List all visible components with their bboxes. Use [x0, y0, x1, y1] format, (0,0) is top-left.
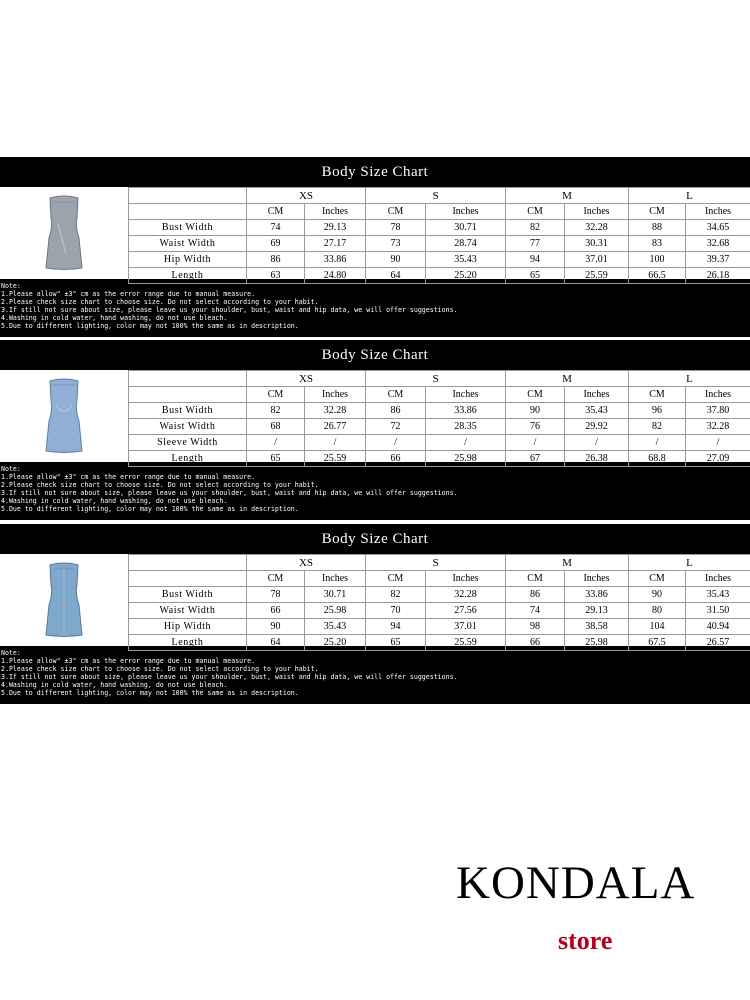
note-line: 4.Washing in cold water, hand washing, do not use bleach. — [1, 681, 228, 690]
row-label: Waist Width — [129, 236, 247, 252]
value-cell: 30.71 — [426, 220, 506, 236]
value-cell: 78 — [247, 587, 305, 603]
value-cell: 37.80 — [686, 403, 750, 419]
size-header-l: L — [629, 371, 750, 387]
note-heading: Note: — [1, 465, 21, 473]
chart-body — [0, 554, 750, 646]
value-cell: 27.56 — [426, 603, 506, 619]
value-cell: 86 — [506, 587, 565, 603]
row-label: Bust Width — [129, 220, 247, 236]
value-cell: 27.17 — [305, 236, 366, 252]
unit-cell: CM — [506, 571, 565, 587]
row-label: Hip Width — [129, 252, 247, 268]
value-cell: / — [247, 435, 305, 451]
chart-body — [0, 187, 750, 279]
value-cell: 35.43 — [686, 587, 750, 603]
value-cell: 26.18 — [686, 268, 750, 284]
size-header-m: M — [506, 188, 629, 204]
notes-panel — [0, 279, 750, 337]
note-line: 5.Due to different lighting, color may not 100% the same as in description. — [1, 689, 299, 698]
unit-cell: CM — [506, 387, 565, 403]
note-line: 2.Please check size chart to choose size. Do not select according to your habit. — [1, 298, 319, 307]
size-header-xs: XS — [247, 188, 366, 204]
table-row — [129, 419, 750, 435]
value-cell: 32.28 — [565, 220, 629, 236]
value-cell: 31.50 — [686, 603, 750, 619]
corner-cell — [129, 555, 247, 571]
value-cell: 35.43 — [426, 252, 506, 268]
table-row — [129, 603, 750, 619]
row-label: Length — [129, 451, 247, 467]
value-cell: / — [366, 435, 426, 451]
note-line: 3.If still not sure about size, please leave us your shoulder, bust, waist and hip data, we will offer suggestions. — [1, 489, 458, 498]
value-cell: 25.59 — [305, 451, 366, 467]
note-line: 2.Please check size chart to choose size. Do not select according to your habit. — [1, 481, 319, 490]
table-row — [129, 236, 750, 252]
table-row — [129, 435, 750, 451]
dress-image — [0, 370, 128, 462]
value-cell: 25.98 — [426, 451, 506, 467]
value-cell: 25.59 — [565, 268, 629, 284]
value-cell: 66 — [366, 451, 426, 467]
value-cell: 96 — [629, 403, 686, 419]
corner-cell — [129, 387, 247, 403]
value-cell: 68.8 — [629, 451, 686, 467]
note-heading: Note: — [1, 649, 21, 657]
value-cell: 77 — [506, 236, 565, 252]
note-line: 5.Due to different lighting, color may not 100% the same as in description. — [1, 505, 299, 514]
value-cell: 94 — [366, 619, 426, 635]
notes-panel — [0, 462, 750, 520]
size-table — [128, 554, 750, 651]
unit-cell: CM — [366, 387, 426, 403]
table-row — [129, 635, 750, 651]
value-cell: 82 — [629, 419, 686, 435]
size-chart-2 — [0, 340, 750, 520]
corner-cell — [129, 204, 247, 220]
note-line: 4.Washing in cold water, hand washing, do not use bleach. — [1, 314, 228, 323]
strapless-dress-icon — [44, 377, 84, 455]
row-label: Bust Width — [129, 587, 247, 603]
value-cell: 25.59 — [426, 635, 506, 651]
row-label: Waist Width — [129, 603, 247, 619]
unit-cell: CM — [247, 204, 305, 220]
value-cell: 28.74 — [426, 236, 506, 252]
size-table — [128, 370, 750, 467]
value-cell: 32.28 — [305, 403, 366, 419]
value-cell: / — [686, 435, 750, 451]
value-cell: 66 — [506, 635, 565, 651]
value-cell: 90 — [629, 587, 686, 603]
chart-title: Body Size Chart — [0, 157, 750, 187]
size-header-s: S — [366, 555, 506, 571]
strapless-dress-icon — [44, 194, 84, 272]
value-cell: / — [506, 435, 565, 451]
size-table — [128, 187, 750, 284]
value-cell: 64 — [247, 635, 305, 651]
value-cell: 37.01 — [426, 619, 506, 635]
table-row — [129, 268, 750, 284]
value-cell: 26.77 — [305, 419, 366, 435]
value-cell: 25.20 — [426, 268, 506, 284]
value-cell: 83 — [629, 236, 686, 252]
row-label: Waist Width — [129, 419, 247, 435]
unit-cell: CM — [366, 204, 426, 220]
value-cell: 94 — [506, 252, 565, 268]
table-row — [129, 220, 750, 236]
row-label: Length — [129, 635, 247, 651]
value-cell: 65 — [506, 268, 565, 284]
value-cell: 65 — [366, 635, 426, 651]
value-cell: 67 — [506, 451, 565, 467]
unit-cell: Inches — [305, 387, 366, 403]
unit-cell: CM — [247, 571, 305, 587]
unit-cell: Inches — [305, 204, 366, 220]
unit-cell: Inches — [565, 571, 629, 587]
value-cell: 33.86 — [305, 252, 366, 268]
value-cell: 74 — [506, 603, 565, 619]
unit-cell: Inches — [686, 571, 750, 587]
value-cell: 82 — [506, 220, 565, 236]
chart-title: Body Size Chart — [0, 524, 750, 554]
corner-cell — [129, 188, 247, 204]
value-cell: 28.35 — [426, 419, 506, 435]
dress-image — [0, 187, 128, 279]
value-cell: 32.28 — [686, 419, 750, 435]
row-label: Sleeve Width — [129, 435, 247, 451]
table-row — [129, 403, 750, 419]
value-cell: 63 — [247, 268, 305, 284]
size-header-s: S — [366, 371, 506, 387]
row-label: Bust Width — [129, 403, 247, 419]
value-cell: 37.01 — [565, 252, 629, 268]
value-cell: 25.20 — [305, 635, 366, 651]
value-cell: / — [426, 435, 506, 451]
brand-logo: KONDALA — [456, 857, 696, 909]
unit-cell: CM — [506, 204, 565, 220]
value-cell: 27.09 — [686, 451, 750, 467]
note-line: 1.Please allow" ±3" cm as the error range due to manual measure. — [1, 657, 256, 666]
value-cell: 39.37 — [686, 252, 750, 268]
size-chart-1 — [0, 157, 750, 337]
size-header-xs: XS — [247, 371, 366, 387]
value-cell: 90 — [247, 619, 305, 635]
value-cell: 72 — [366, 419, 426, 435]
unit-cell: Inches — [426, 204, 506, 220]
value-cell: 86 — [366, 403, 426, 419]
unit-cell: Inches — [686, 204, 750, 220]
value-cell: 40.94 — [686, 619, 750, 635]
size-header-m: M — [506, 555, 629, 571]
note-line: 1.Please allow" ±3" cm as the error range due to manual measure. — [1, 473, 256, 482]
value-cell: 104 — [629, 619, 686, 635]
value-cell: 64 — [366, 268, 426, 284]
strapless-dress-icon — [44, 561, 84, 639]
value-cell: 34.65 — [686, 220, 750, 236]
value-cell: 69 — [247, 236, 305, 252]
note-line: 5.Due to different lighting, color may not 100% the same as in description. — [1, 322, 299, 331]
value-cell: 88 — [629, 220, 686, 236]
value-cell: 73 — [366, 236, 426, 252]
value-cell: 38.58 — [565, 619, 629, 635]
value-cell: 25.98 — [565, 635, 629, 651]
unit-cell: Inches — [305, 571, 366, 587]
value-cell: 76 — [506, 419, 565, 435]
value-cell: 78 — [366, 220, 426, 236]
note-line: 4.Washing in cold water, hand washing, do not use bleach. — [1, 497, 228, 506]
unit-cell: Inches — [686, 387, 750, 403]
value-cell: 82 — [366, 587, 426, 603]
chart-title: Body Size Chart — [0, 340, 750, 370]
brand-tagline: store — [558, 926, 613, 955]
size-header-l: L — [629, 188, 750, 204]
table-row — [129, 252, 750, 268]
size-header-m: M — [506, 371, 629, 387]
unit-cell: Inches — [565, 204, 629, 220]
size-header-xs: XS — [247, 555, 366, 571]
unit-cell: CM — [629, 571, 686, 587]
note-line: 2.Please check size chart to choose size. Do not select according to your habit. — [1, 665, 319, 674]
note-line: 3.If still not sure about size, please leave us your shoulder, bust, waist and hip data, we will offer suggestions. — [1, 673, 458, 682]
value-cell: 35.43 — [305, 619, 366, 635]
note-heading: Note: — [1, 282, 21, 290]
value-cell: 100 — [629, 252, 686, 268]
size-header-l: L — [629, 555, 750, 571]
notes-panel — [0, 646, 750, 704]
value-cell: 32.28 — [426, 587, 506, 603]
value-cell: 90 — [506, 403, 565, 419]
table-row — [129, 619, 750, 635]
unit-cell: CM — [629, 387, 686, 403]
value-cell: 24.80 — [305, 268, 366, 284]
value-cell: 30.71 — [305, 587, 366, 603]
dress-image — [0, 554, 128, 646]
row-label: Length — [129, 268, 247, 284]
unit-cell: Inches — [426, 571, 506, 587]
unit-cell: Inches — [565, 387, 629, 403]
corner-cell — [129, 571, 247, 587]
value-cell: 66.5 — [629, 268, 686, 284]
value-cell: 67.5 — [629, 635, 686, 651]
size-header-s: S — [366, 188, 506, 204]
corner-cell — [129, 371, 247, 387]
value-cell: / — [565, 435, 629, 451]
value-cell: 68 — [247, 419, 305, 435]
unit-cell: Inches — [426, 387, 506, 403]
value-cell: 30.31 — [565, 236, 629, 252]
value-cell: 29.13 — [565, 603, 629, 619]
unit-cell: CM — [247, 387, 305, 403]
value-cell: 65 — [247, 451, 305, 467]
unit-cell: CM — [629, 204, 686, 220]
size-chart-3 — [0, 524, 750, 704]
value-cell: / — [305, 435, 366, 451]
value-cell: 66 — [247, 603, 305, 619]
value-cell: 33.86 — [565, 587, 629, 603]
value-cell: 26.38 — [565, 451, 629, 467]
value-cell: 33.86 — [426, 403, 506, 419]
value-cell: 32.68 — [686, 236, 750, 252]
value-cell: 29.92 — [565, 419, 629, 435]
value-cell: 98 — [506, 619, 565, 635]
value-cell: 26.57 — [686, 635, 750, 651]
value-cell: 25.98 — [305, 603, 366, 619]
value-cell: / — [629, 435, 686, 451]
row-label: Hip Width — [129, 619, 247, 635]
table-row — [129, 587, 750, 603]
note-line: 3.If still not sure about size, please leave us your shoulder, bust, waist and hip data, we will offer suggestions. — [1, 306, 458, 315]
value-cell: 70 — [366, 603, 426, 619]
table-row — [129, 451, 750, 467]
value-cell: 29.13 — [305, 220, 366, 236]
unit-cell: CM — [366, 571, 426, 587]
value-cell: 80 — [629, 603, 686, 619]
chart-body — [0, 370, 750, 462]
value-cell: 35.43 — [565, 403, 629, 419]
value-cell: 82 — [247, 403, 305, 419]
value-cell: 74 — [247, 220, 305, 236]
value-cell: 90 — [366, 252, 426, 268]
note-line: 1.Please allow" ±3" cm as the error range due to manual measure. — [1, 290, 256, 299]
value-cell: 86 — [247, 252, 305, 268]
